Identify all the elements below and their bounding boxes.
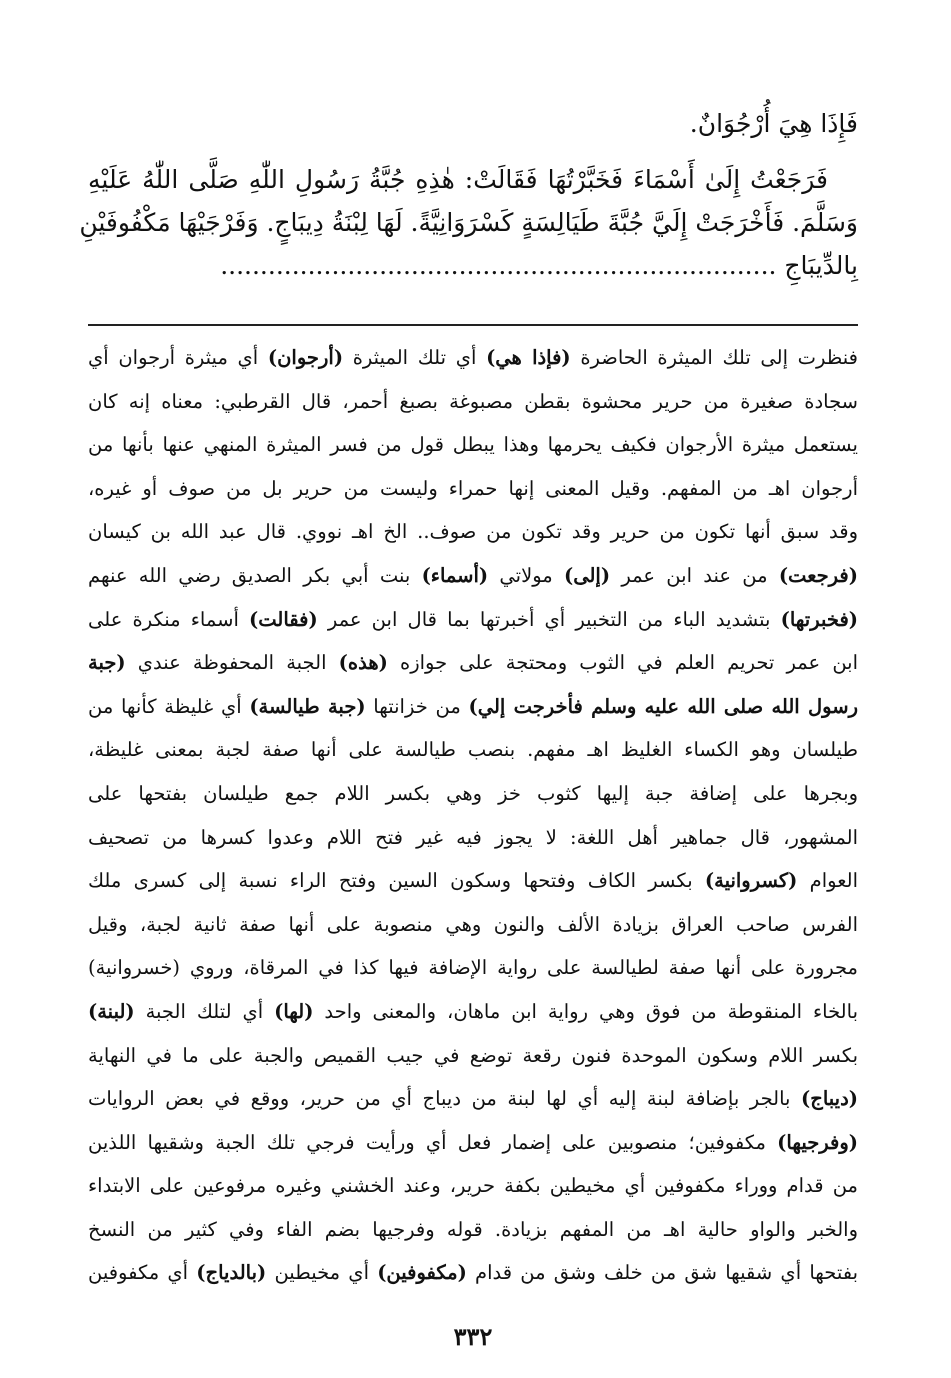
commentary-line — [88, 598, 858, 642]
commentary-text-segment: أي غليظة كأنها من — [88, 694, 250, 718]
commentary-text-segment: من خزانتها — [365, 694, 469, 718]
hadith-text — [79, 158, 858, 287]
bold-quote: (أرجوان) — [267, 346, 344, 369]
commentary-text-segment: بكسر الكاف وفتحها وسكون السين وفتح الراء نسبة إلى كسرى ملك — [88, 869, 705, 893]
commentary-text-segment: طيلسان وهو الكساء الغليظ اهـ مفهم. بنصب طيالسة على أنها صفة لجبة بمعنى غليظة، — [88, 738, 859, 762]
hadith-first-line: فَإِذَا هِيَ أُرْجُوَانٌ. — [689, 109, 858, 138]
commentary-line — [88, 816, 858, 860]
commentary-line — [88, 990, 858, 1034]
hadith-line: وَسَلَّمَ. فَأَخْرَجَتْ إِلَيَّ جُبَّةَ طَيَالِسَةٍ كَسْرَوَانِيَّةً. لَهَا لِبْنَةُ دِيبَاجٍ. وَفَرْجَيْهَا مَكْفُوفَيْنِ — [79, 208, 858, 237]
bold-quote: رسول الله صلى الله عليه وسلم فأخرجت إلي) — [468, 694, 859, 718]
commentary-line — [88, 1164, 858, 1208]
bold-quote: (فخبرتها) — [780, 607, 858, 631]
bold-quote: (فرجعت) — [778, 563, 858, 587]
commentary-text-segment: سجادة صغيرة من حرير محشوة بقطن مصبوغة بصبغ أحمر، قال القرطبي: معناه إنه كان — [88, 389, 858, 413]
hadith-line: فَرَجَعْتُ إِلَىٰ أَسْمَاءَ فَخَبَّرْتُهَا فَقَالَتْ: هٰذِهِ جُبَّةُ رَسُولِ اللّٰهِ صَلَّى اللّٰهُ عَلَيْهِ — [88, 165, 828, 194]
commentary-text-segment: والخبر والواو حالية اهـ من المفهم بزيادة. قوله وفرجيها بضم الفاء وفي كثير من النسخ — [88, 1217, 858, 1241]
commentary-text-segment: يستعمل ميثرة الأرجوان فكيف يحرمها وهذا يبطل قول من فسر الميثرة المنهي عنها بأنها من — [88, 433, 858, 457]
commentary-line — [88, 510, 858, 554]
commentary-line — [88, 1077, 858, 1121]
bold-quote: (فإذا هي) — [486, 346, 571, 369]
commentary-text-segment: الفرس صاحب العراق بزيادة الألف والنون وهي منصوبة على أنها صفة ثانية لجبة، وقيل — [88, 912, 858, 936]
commentary-text-segment: بالخاء المنقوطة من فوق وهي رواية ابن ماهان، والمعنى واحد — [313, 999, 858, 1023]
commentary-text-segment: ابن عمر تحريم العلم في الثوب ومحتجة على جوازه — [387, 651, 859, 675]
hadith-last-line — [88, 244, 858, 287]
ellipsis-dots: ...................................................................... — [220, 251, 777, 280]
commentary-line — [88, 1208, 858, 1252]
commentary-line — [88, 380, 858, 424]
commentary-text-segment: أي ميثرة أرجوان أي — [88, 346, 268, 369]
commentary-text-segment: أسماء منكرة على — [88, 607, 250, 631]
bold-quote: (أسماء) — [421, 563, 489, 587]
commentary-text-segment: أي مخيطين — [266, 1261, 378, 1285]
hadith-last-word: بِالدِّيبَاجِ — [784, 251, 858, 280]
commentary-line — [88, 772, 858, 816]
commentary-text-segment: أي مكفوفين — [88, 1261, 197, 1285]
commentary-text-segment: بنت أبي بكر الصديق رضي الله عنهم — [88, 563, 422, 587]
bold-quote: (جبة — [88, 651, 126, 675]
commentary-text-segment: بالجر بإضافة لبنة إليه أي لها لبنة من ديباج أي من حرير، ووقع في بعض الروايات — [88, 1087, 802, 1111]
commentary-line — [88, 1034, 858, 1078]
commentary-text-segment: أي تلك الميثرة — [343, 346, 487, 369]
commentary-text-segment: فنظرت إلى تلك الميثرة الحاضرة — [570, 346, 859, 369]
bold-quote: (ديباج) — [801, 1087, 858, 1111]
page-number: ٣٣٢ — [453, 1322, 493, 1351]
bold-quote: (لها) — [274, 999, 314, 1023]
bold-quote: (مكفوفين) — [377, 1261, 467, 1285]
commentary-line — [88, 641, 858, 685]
commentary-line — [88, 859, 858, 903]
commentary-text-segment: مكفوفين؛ منصوبين على إضمار فعل أي ورأيت فرجي تلك الجبة وشقيها اللذين — [88, 1130, 778, 1154]
commentary-text-segment: وبجرها على إضافة جبة إليها كثوب خز وهي بكسر اللام جمع طيلسان بفتحها على — [88, 781, 858, 805]
commentary-text-segment: بتشديد الباء من التخبير أي أخبرتها بما قال ابن عمر — [317, 607, 781, 631]
commentary-text-segment: بكسر اللام وسكون الموحدة فنون رقعة توضع في جيب القميص والجبة على ما في النهاية — [88, 1043, 858, 1067]
commentary-text-segment: بفتحها أي شقيها شق من خلف وشق من قدام — [466, 1261, 859, 1285]
commentary-line — [88, 1121, 858, 1165]
commentary-text-segment: الجبة المحفوظة عندي — [125, 651, 339, 675]
commentary-text-segment: مجرورة على أنها صفة لطيالسة على رواية الإضافة فيها كذا في المرقاة، وروي (خسروانية) — [88, 956, 858, 980]
commentary-line — [88, 903, 858, 947]
commentary-line — [88, 1251, 858, 1295]
bold-quote: (وفرجيها) — [777, 1130, 858, 1154]
commentary-text-segment: العوام — [797, 869, 858, 893]
commentary-text-segment: من عند ابن عمر — [610, 563, 779, 587]
commentary-line — [88, 946, 858, 990]
commentary-line — [88, 467, 858, 511]
bold-quote: (لبنة) — [88, 999, 135, 1023]
bold-quote: (هذه) — [338, 651, 388, 675]
bold-quote: (إلى) — [564, 563, 611, 587]
bold-quote: (كسروانية) — [704, 869, 798, 893]
commentary-text-segment: أي لتلك الجبة — [134, 999, 275, 1023]
commentary-text-segment: وقد سبق أنها تكون من حرير وقد تكون من صوف.. الخ اهـ نووي. قال عبد الله بن كيسان — [88, 520, 858, 544]
commentary-text-segment: من قدام ووراء مكفوفين أي مخيطين بكفة حرير، وعند الخشني وغيره مرفوعين على الابتداء — [88, 1174, 858, 1198]
commentary-line — [88, 685, 858, 729]
bold-quote: (جبة طيالسة) — [249, 694, 366, 718]
commentary-line — [88, 554, 858, 598]
commentary-text-segment: المشهور، قال جماهير أهل اللغة: لا يجوز فيه غير فتح اللام وعدوا كسرها من تصحيف — [88, 825, 858, 849]
commentary-line — [88, 423, 858, 467]
bold-quote: (بالدياج) — [196, 1261, 267, 1285]
commentary-line — [88, 728, 858, 772]
commentary-text-segment: أرجوان اهـ من المفهم. وقيل المعنى إنها حمراء وليست من حرير بل من صوف أو غيره، — [88, 476, 858, 500]
bold-quote: (فقالت) — [249, 607, 318, 631]
commentary-text-segment: مولاتي — [488, 563, 565, 587]
footnote-divider — [88, 324, 858, 326]
commentary-text — [88, 336, 858, 1295]
commentary-line — [88, 336, 858, 380]
